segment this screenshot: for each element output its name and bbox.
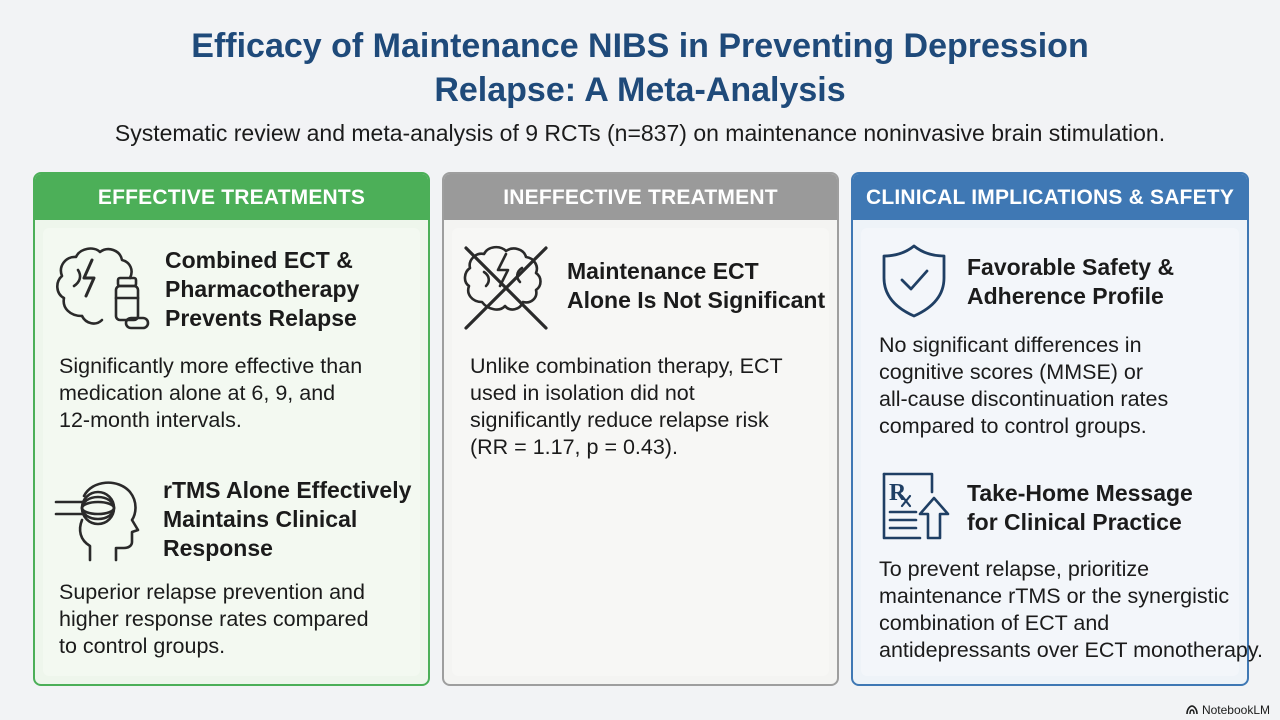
rtms-alone-title-line: rTMS Alone Effectively bbox=[163, 477, 412, 503]
page-title bbox=[0, 24, 1280, 112]
rtms-alone-description-line: higher response rates compared bbox=[59, 607, 369, 631]
take-home-message-title bbox=[967, 479, 1193, 537]
crossed-out-brain-icon bbox=[460, 242, 552, 332]
safety-adherence-description bbox=[879, 332, 1168, 440]
page-subtitle: Systematic review and meta-analysis of 9 RCTs (n=837) on maintenance noninvasive brain stimulation. bbox=[114, 120, 1166, 146]
take-home-message-description-line: combination of ECT and bbox=[879, 611, 1110, 635]
combined-ect-title-line: Prevents Relapse bbox=[165, 305, 357, 331]
maintenance-ect-alone-description-line: Unlike combination therapy, ECT bbox=[470, 354, 783, 378]
take-home-message-description-line: To prevent relapse, prioritize bbox=[879, 557, 1150, 581]
take-home-message-title-line: for Clinical Practice bbox=[967, 509, 1182, 535]
rtms-alone-description-line: Superior relapse prevention and bbox=[59, 580, 365, 604]
take-home-message-description-line: antidepressants over ECT monotherapy. bbox=[879, 638, 1264, 662]
safety-adherence-description-line: all-cause discontinuation rates bbox=[879, 387, 1169, 411]
maintenance-ect-alone-title bbox=[567, 257, 825, 315]
combined-ect-title-line: Combined ECT & bbox=[165, 247, 353, 273]
rtms-alone-description bbox=[59, 579, 369, 660]
take-home-message-title-line: Take-Home Message bbox=[967, 480, 1193, 506]
combined-ect-description-line: 12-month intervals. bbox=[59, 408, 242, 432]
maintenance-ect-alone-description-line: used in isolation did not bbox=[470, 381, 695, 405]
safety-adherence-description-line: No significant differences in bbox=[879, 333, 1142, 357]
page-title-line-2: Relapse: A Meta-Analysis bbox=[434, 71, 846, 109]
shield-check-icon bbox=[880, 242, 948, 318]
combined-ect-title-line: Pharmacotherapy bbox=[165, 276, 360, 302]
combined-ect-description bbox=[59, 353, 362, 434]
maintenance-ect-alone-title-line: Alone Is Not Significant bbox=[567, 287, 826, 313]
maintenance-ect-alone-description-line: significantly reduce relapse risk bbox=[470, 408, 769, 432]
notebooklm-label: NotebookLM bbox=[1201, 703, 1270, 717]
svg-text:R: R bbox=[889, 480, 907, 506]
combined-ect-description-line: Significantly more effective than bbox=[59, 354, 363, 378]
safety-adherence-description-line: compared to control groups. bbox=[879, 414, 1147, 438]
maintenance-ect-alone-title-line: Maintenance ECT bbox=[567, 258, 759, 284]
rtms-alone-description-line: to control groups. bbox=[59, 634, 226, 658]
maintenance-ect-alone-description bbox=[470, 353, 783, 461]
take-home-message-description bbox=[879, 556, 1263, 664]
safety-adherence-title bbox=[967, 253, 1174, 311]
maintenance-ect-alone-description-line: (RR = 1.17, p = 0.43). bbox=[470, 435, 678, 459]
prescription-arrow-icon bbox=[880, 470, 950, 542]
ineffective-treatment-heading: INEFFECTIVE TREATMENT bbox=[444, 174, 837, 220]
rtms-alone-title-line: Maintains Clinical bbox=[163, 506, 358, 532]
rtms-alone-title bbox=[163, 476, 411, 563]
take-home-message-description-line: maintenance rTMS or the synergistic bbox=[879, 584, 1230, 608]
combined-ect-title bbox=[165, 246, 359, 333]
clinical-implications-heading: CLINICAL IMPLICATIONS & SAFETY bbox=[853, 174, 1247, 220]
safety-adherence-title-line: Adherence Profile bbox=[967, 283, 1164, 309]
head-magnetic-coil-icon bbox=[52, 474, 144, 564]
brain-lightning-pill-icon bbox=[52, 242, 152, 334]
rtms-alone-title-line: Response bbox=[163, 535, 273, 561]
safety-adherence-title-line: Favorable Safety & bbox=[967, 254, 1175, 280]
notebooklm-logo-icon bbox=[1186, 705, 1198, 715]
effective-treatments-heading: EFFECTIVE TREATMENTS bbox=[35, 174, 428, 220]
page-title-line-1: Efficacy of Maintenance NIBS in Preventing Depression bbox=[191, 27, 1089, 65]
safety-adherence-description-line: cognitive scores (MMSE) or bbox=[879, 360, 1144, 384]
combined-ect-description-line: medication alone at 6, 9, and bbox=[59, 381, 336, 405]
notebooklm-watermark bbox=[1186, 703, 1270, 717]
